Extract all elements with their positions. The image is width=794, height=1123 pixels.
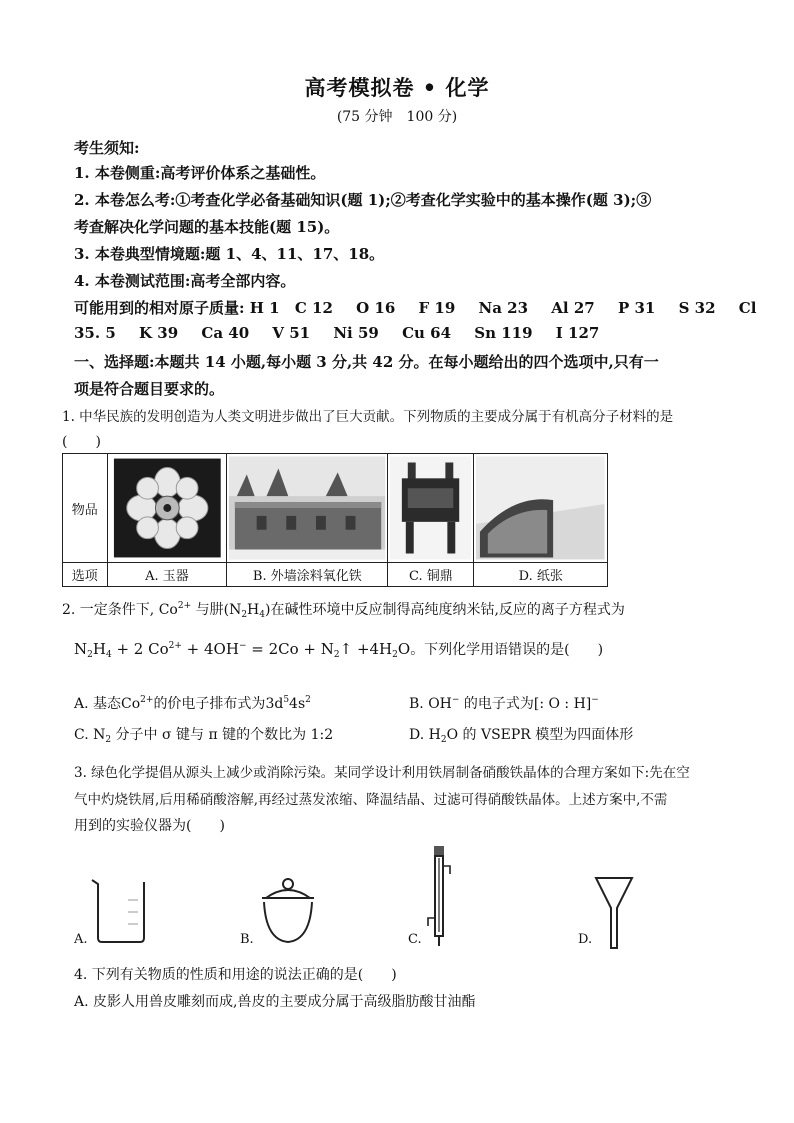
superscript: 5	[283, 695, 290, 705]
atomic-mass: V 51	[272, 324, 311, 342]
atomic-mass: S 32	[678, 299, 716, 317]
option-b-label: B.	[240, 932, 254, 947]
subscript: 2	[333, 650, 340, 660]
ionic-equation	[74, 639, 603, 660]
atomic-mass: P 31	[617, 299, 656, 317]
option-a-label: A.	[74, 932, 88, 947]
atomic-mass-line-2	[74, 324, 734, 342]
subscript: 2	[241, 610, 248, 620]
atomic-mass-line-1	[74, 297, 757, 318]
crucible-icon	[256, 876, 320, 946]
question-3-stem-1: 3. 绿色化学提倡从源头上减少或消除污染。某同学设计利用铁屑制备硝酸铁晶体的合理方案如下:先在空	[74, 765, 690, 781]
question-4-stem: 4. 下列有关物质的性质和用途的说法正确的是( )	[74, 967, 397, 983]
atomic-mass: Ca 40	[201, 324, 250, 342]
atomic-mass: Al 27	[551, 299, 595, 317]
option-text: O 的 VSEPR 模型为四面体形	[446, 727, 634, 743]
section-heading: 一、选择题:本题共 14 小题,每小题 3 分,共 42 分。在每小题给出的四个选项中,只有一	[74, 353, 659, 371]
beaker-icon	[88, 876, 152, 944]
formula-n: N	[229, 602, 242, 618]
stem-text: )在碱性环境中反应制得高纯度纳米钴,反应的离子方程式为	[265, 602, 625, 618]
paper-image	[474, 454, 607, 562]
superscript: 2	[305, 695, 311, 705]
formula-h: H	[247, 602, 260, 618]
question-1-stem: 1. 中华民族的发明创造为人类文明进步做出了巨大贡献。下列物质的主要成分属于有机高分子材料的是	[62, 409, 674, 425]
stem-text: 2. 一定条件下,	[62, 602, 155, 618]
atomic-mass: H 1	[249, 299, 280, 317]
eq-part: + 2 Co	[111, 640, 169, 658]
question-2-option-c	[74, 724, 333, 745]
atomic-mass: K 39	[139, 324, 179, 342]
subscript: 2	[105, 735, 112, 745]
atomic-mass: O 16	[356, 299, 396, 317]
atomic-mass: Cu 64	[402, 324, 452, 342]
notice-heading: 考生须知:	[74, 139, 140, 157]
condenser-icon	[424, 844, 458, 948]
item-image-paper	[474, 454, 608, 563]
option-text: 的价电子排布式为	[153, 696, 266, 712]
subscript: 2	[87, 650, 93, 660]
eq-part: = 2Co + N	[246, 640, 334, 658]
notice-item-3: 3. 本卷典型情境题:题 1、4、11、17、18。	[74, 245, 385, 263]
charge: 2+	[168, 641, 182, 651]
atomic-mass: Cl	[738, 299, 757, 317]
option-text: 的电子式为	[459, 696, 534, 712]
notice-item-1: 1. 本卷侧重:高考评价体系之基础性。	[74, 164, 326, 182]
atomic-mass: Sn 119	[474, 324, 533, 342]
option-b-cell: B. 外墙涂料氧化铁	[227, 563, 388, 587]
question-3-stem-3: 用到的实验仪器为( )	[74, 818, 225, 834]
charge: −	[451, 695, 460, 705]
table-row-header: 选项	[63, 563, 108, 587]
notice-item-2-cont: 考查解决化学问题的基本技能(题 15)。	[74, 218, 340, 236]
formula-co: Co	[158, 602, 178, 618]
bronze-ding-image	[388, 454, 473, 562]
option-text: C. N	[74, 727, 106, 743]
funnel-icon	[594, 874, 634, 950]
section-heading-cont: 项是符合题目要求的。	[74, 380, 225, 398]
eq-part: + 4OH	[181, 640, 239, 658]
subscript: 4	[259, 610, 265, 620]
atomic-mass: Ni 59	[333, 324, 379, 342]
atomic-mass: 35. 5	[74, 324, 116, 342]
option-a-cell: A. 玉器	[107, 563, 227, 587]
question-4-option-a: A. 皮影人用兽皮雕刻而成,兽皮的主要成分属于高级脂肪酸甘油酯	[74, 994, 476, 1010]
question-1-table	[62, 453, 608, 587]
table-row-header: 物品	[63, 454, 108, 563]
question-2-option-a	[74, 693, 311, 713]
charge: −	[238, 641, 247, 651]
wall-coating-image	[227, 454, 387, 562]
formula-co: Co	[121, 696, 141, 712]
option-text: A. 基态	[74, 696, 122, 712]
item-image-wall	[227, 454, 388, 563]
page-subtitle: (75 分钟 100 分)	[336, 109, 458, 125]
option-d-cell: D. 纸张	[474, 563, 608, 587]
jade-ornament-image	[108, 454, 227, 562]
question-1-answer-blank: ( )	[62, 434, 101, 450]
charge: 2+	[140, 695, 154, 705]
question-2-option-d	[409, 724, 633, 745]
charge: −	[591, 695, 599, 705]
eq-part: H	[92, 640, 106, 658]
question-2-stem	[62, 599, 722, 620]
atomic-mass: Na 23	[478, 299, 529, 317]
question-2-option-b	[409, 693, 599, 713]
option-c-cell: C. 铜鼎	[388, 563, 474, 587]
charge: 2+	[177, 601, 192, 611]
atomic-mass: F 19	[418, 299, 456, 317]
option-c-label: C.	[408, 932, 422, 947]
stem-text: 与肼(	[195, 602, 230, 618]
notice-item-2: 2. 本卷怎么考:①考查化学必备基础知识(题 1);②考查化学实验中的基本操作(题 3);③	[74, 191, 652, 209]
notice-item-4: 4. 本卷测试范围:高考全部内容。	[74, 272, 296, 290]
item-image-jade	[107, 454, 227, 563]
config: 4s	[289, 696, 306, 712]
question-3-stem-2: 气中灼烧铁屑,后用稀硝酸溶解,再经过蒸发浓缩、降温结晶、过滤可得硝酸铁晶体。上述方案中,不需	[74, 792, 668, 808]
config: 3d	[265, 696, 284, 712]
atomic-mass: I 127	[555, 324, 600, 342]
subscript: 4	[105, 650, 112, 660]
eq-part: 。下列化学用语错误的是( )	[410, 642, 604, 658]
option-text: 分子中 σ 键与 π 键的个数比为 1:2	[111, 727, 334, 743]
electron-formula: [: O : H]	[533, 696, 592, 712]
option-d-label: D.	[578, 932, 593, 947]
atomic-mass-label: 可能用到的相对原子质量:	[74, 299, 245, 317]
eq-part: ↑ +4H	[339, 640, 393, 658]
atomic-mass: C 12	[294, 299, 333, 317]
subscript: 2	[392, 650, 398, 660]
option-text: B. OH	[409, 696, 452, 712]
eq-part: N	[74, 640, 88, 658]
item-image-bronze	[388, 454, 474, 563]
option-text: D. H	[409, 727, 441, 743]
subscript: 2	[440, 735, 447, 745]
page-title: 高考模拟卷 • 化学	[304, 75, 490, 100]
eq-part: O	[397, 640, 411, 658]
